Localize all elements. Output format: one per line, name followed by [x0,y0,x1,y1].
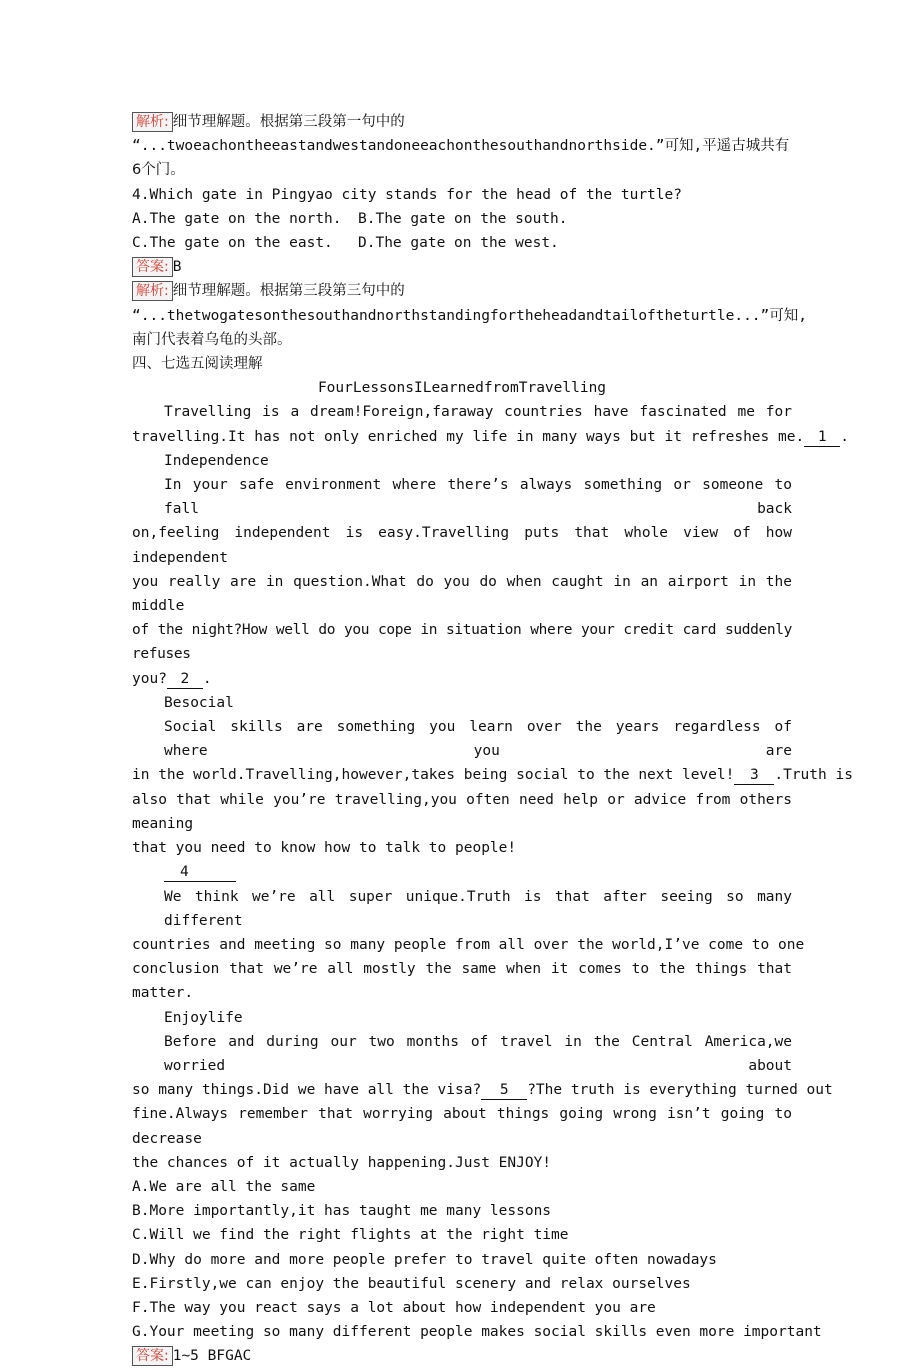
p5-line-4: the chances of it actually happening.Just ENJOY! [132,1154,552,1171]
p1-text: travelling.It has not only enriched my life in many ways but it refreshes me. [132,428,805,445]
analysis-text: 细节理解题。根据第三段第三句中的 [172,283,405,300]
passage-title: FourLessonsILearnedfromTravelling [317,380,607,397]
p2-line-4: of the night?How well do you cope in situation where your credit card suddenly refuses [132,622,792,663]
q4-quote-line [132,304,808,328]
option-g: G.Your meeting so many different people makes social skills even more important [132,1324,822,1341]
p2-line-1: In your safe environment where there’s always something or someone to fall back [164,477,792,518]
option-b: B.More importantly,it has taught me many lessons [132,1203,552,1220]
p3-line-2 [132,763,853,787]
q3-analysis-line [132,110,792,134]
q4-option-b: B.The gate on the south. [358,210,568,227]
p3-line-1: Social skills are something you learn over the years regardless of where you are [164,719,792,760]
answer-tag: 答案: [132,1346,173,1366]
p2-line-3: you really are in question.What do you do when caught in an airport in the middle [132,573,792,615]
p3-text-end: .Truth is [774,767,853,784]
subheading-independence: Independence [164,452,269,469]
p5-text: so many things.Did we have all the visa? [132,1082,482,1099]
p2-line-5 [132,667,792,691]
subheading-besocial: Besocial [164,694,234,711]
q3-quote-end: 6个门。 [132,162,185,179]
p2-text: you? [132,670,167,687]
blank-3: 3 [734,766,774,785]
analysis-quote: “...thetwogatesonthesouthandnorthstandingfortheheadandtailoftheturtle...”可知, [132,307,808,324]
q4-answer-line [132,255,792,279]
option-list [132,1175,822,1344]
blank-1: 1 [804,428,840,447]
q3-quote-line [132,134,792,158]
final-answer-line [132,1344,792,1368]
p3-text: in the world.Travelling,however,takes being social to the next level! [132,767,735,784]
analysis-quote: “...twoeachontheeastandwestandoneeachonthesouthandnorthside.”可知,平遥古城共有 [132,138,790,155]
final-answer-value: 1~5 BFGAC [172,1348,252,1365]
p5-line-2 [132,1078,833,1102]
p5-text-end: ?The truth is everything turned out [527,1082,833,1099]
analysis-text: 细节理解题。根据第三段第一句中的 [172,114,405,130]
section-heading: 四、七选五阅读理解 [132,356,263,373]
p1-line-2 [132,425,849,449]
option-e: E.Firstly,we can enjoy the beautiful scenery and relax ourselves [132,1275,691,1292]
p3-line-3: also that while you’re travelling,you often need help or advice from others meaning [132,791,792,832]
q4-analysis-line [132,279,792,303]
p5-line-3: fine.Always remember that worrying about things going wrong isn’t going to decrease [132,1106,792,1147]
option-d: D.Why do more and more people prefer to travel quite often nowadays [132,1251,717,1268]
analysis-tag: 解析: [132,112,173,132]
option-c: C.Will we find the right flights at the right time [132,1227,569,1244]
blank-4-line [132,860,792,884]
blank-4: 4 [164,863,236,882]
p4-line-3: conclusion that we’re all mostly the same when it comes to the things that matter. [132,961,792,1002]
q4-options-row-1 [132,207,792,231]
document-page [132,110,853,1369]
q4-option-c: C.The gate on the east. [132,235,333,252]
p3-line-4: that you need to know how to talk to people! [132,840,517,857]
q4-quote-end: 南门代表着乌龟的头部。 [132,331,292,348]
p2-line-2: on,feeling independent is easy.Travelling puts that whole view of how independent [132,525,792,566]
p1-line-1: Travelling is a dream!Foreign,faraway countries have fascinated me for [164,404,792,421]
analysis-tag: 解析: [132,281,173,301]
option-f: F.The way you react says a lot about how independent you are [132,1299,656,1316]
answer-value: B [172,259,182,276]
p1-end: . [840,428,849,445]
answer-tag: 答案: [132,257,173,277]
option-a: A.We are all the same [132,1178,316,1195]
p4-line-1: We think we’re all super unique.Truth is that after seeing so many different [164,888,792,929]
q4-question: 4.Which gate in Pingyao city stands for the head of the turtle? [132,186,682,203]
subheading-enjoylife: Enjoylife [164,1009,243,1026]
p2-end: . [202,670,212,687]
blank-5: 5 [481,1081,527,1100]
p5-line-1: Before and during our two months of travel in the Central America,we worried about [164,1033,792,1074]
q4-option-a: A.The gate on the north. [132,210,342,227]
q4-option-d: D.The gate on the west. [358,235,559,252]
q4-options-row-2 [132,231,792,255]
blank-2: 2 [167,670,203,689]
p4-line-2: countries and meeting so many people from all over the world,I’ve come to one [132,936,805,953]
